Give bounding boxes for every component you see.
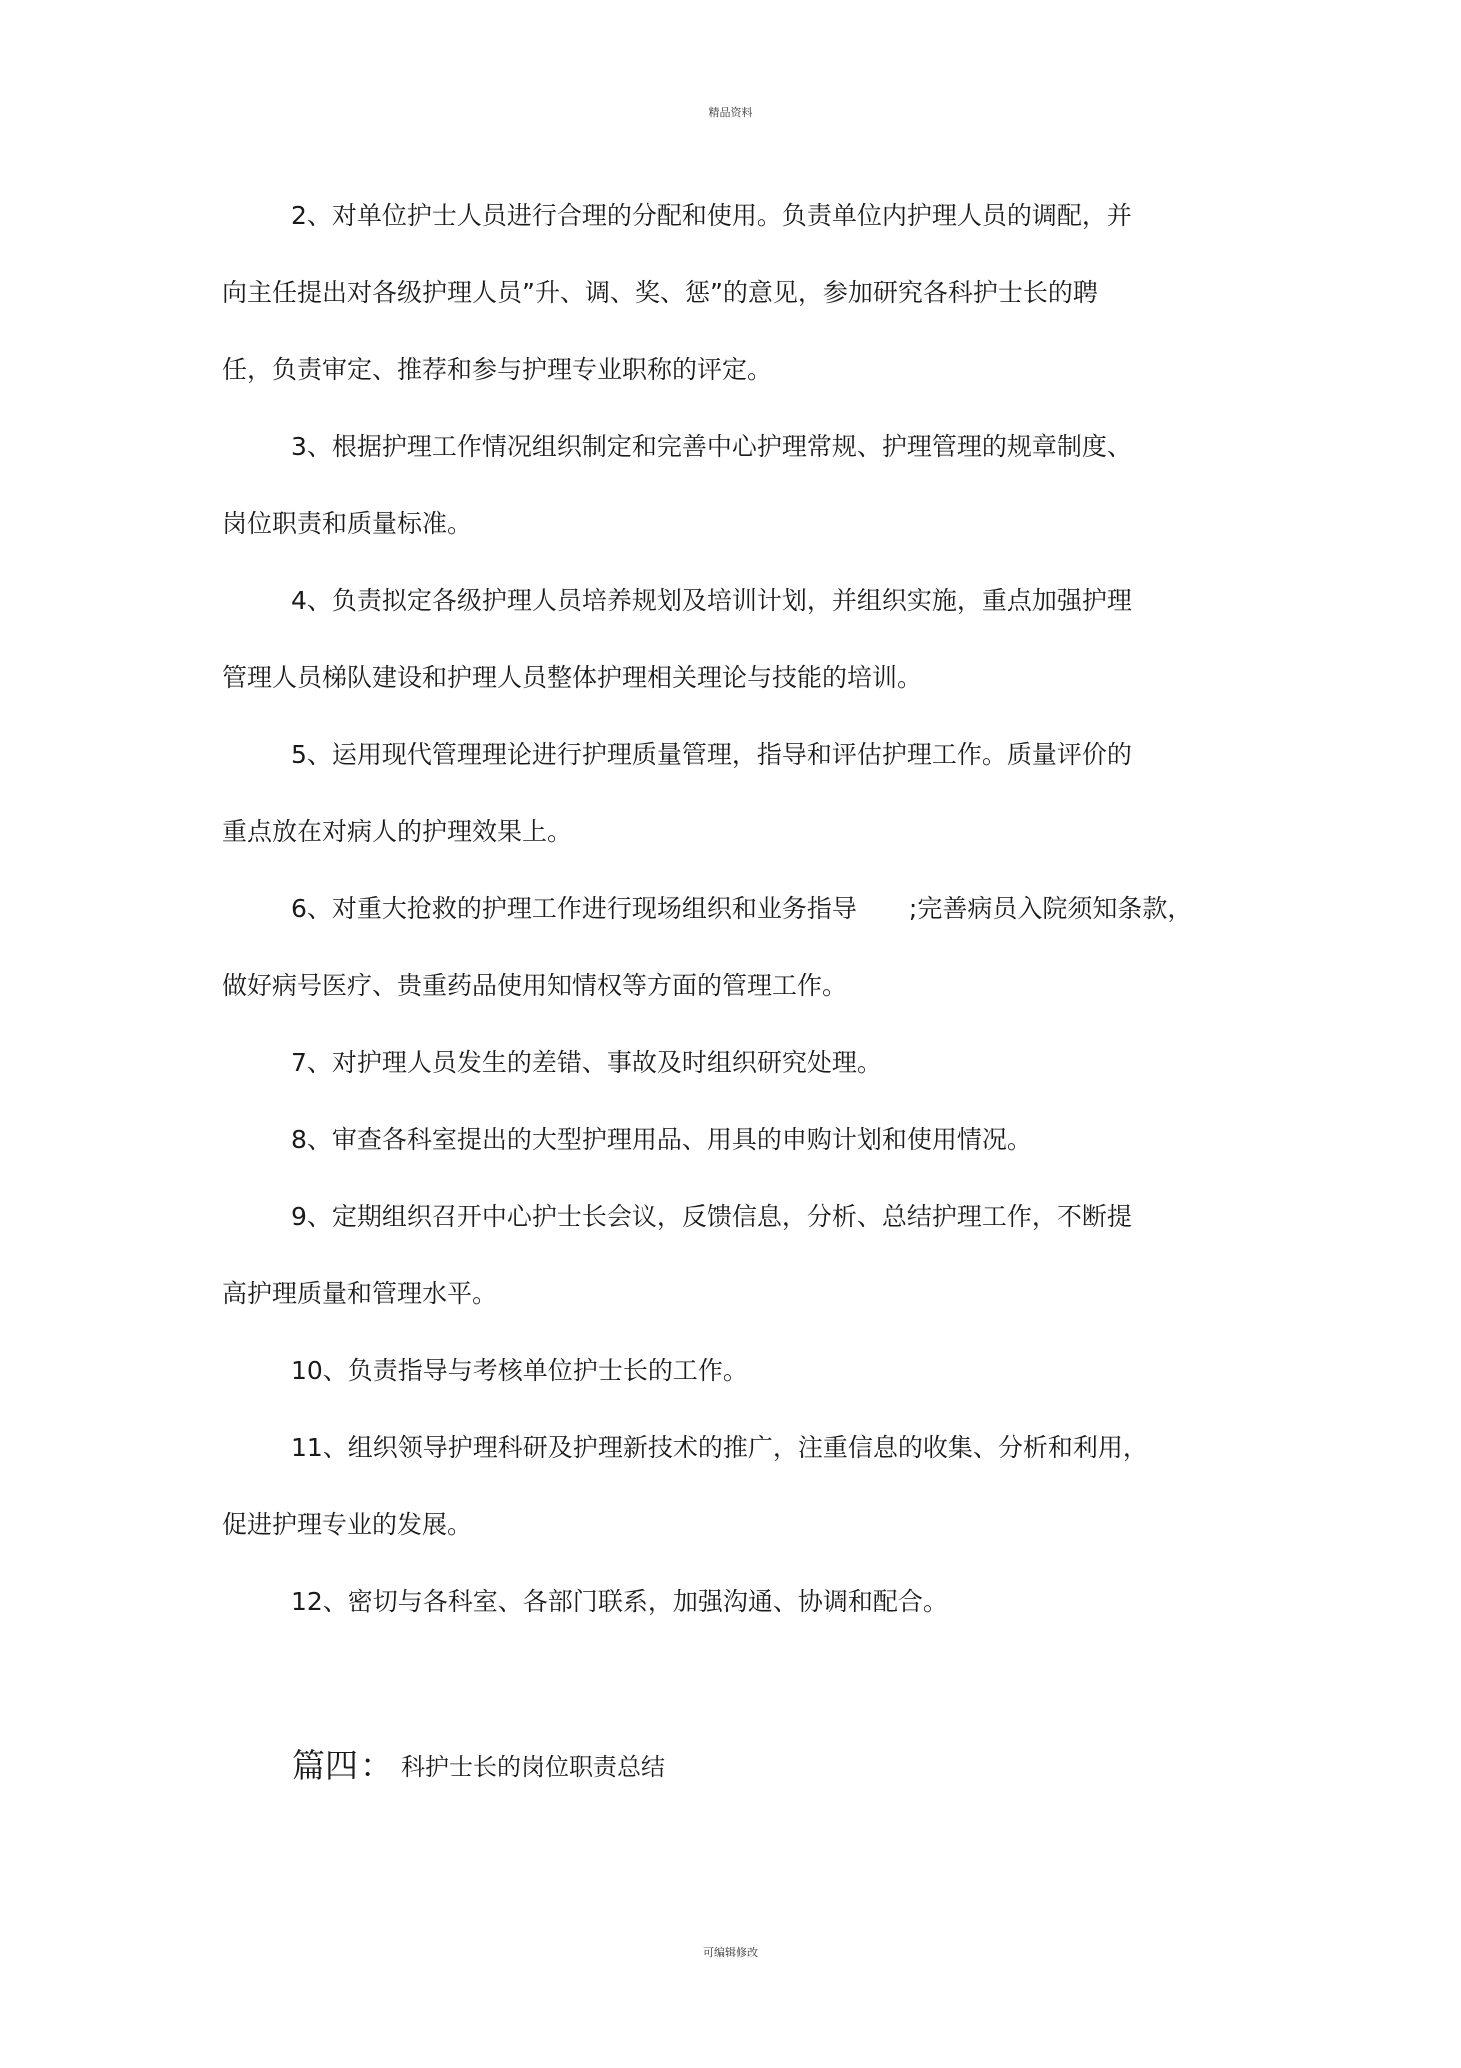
paragraph-6-line-1 <box>291 893 1192 925</box>
page-header: 精品资料 <box>708 106 753 119</box>
paragraph-3-line-1: 3、根据护理工作情况组织制定和完善中心护理常规、护理管理的规章制度、 <box>291 432 1132 461</box>
paragraph-2-line-2: 向主任提出对各级护理人员”升、调、奖、惩”的意见，参加研究各科护士长的聘 <box>222 278 1098 307</box>
paragraph-12-line-1: 12、密切与各科室、各部门联系，加强沟通、协调和配合。 <box>291 1587 948 1616</box>
paragraph-10-line-1: 10、负责指导与考核单位护士长的工作。 <box>291 1356 748 1385</box>
page-footer: 可编辑修改 <box>703 1946 758 1959</box>
paragraph-5-line-2: 重点放在对病人的护理效果上。 <box>222 817 573 846</box>
paragraph-11-line-2: 促进护理专业的发展。 <box>222 1510 473 1539</box>
paragraph-6-line-1-part-b: ;完善病员入院须知条款， <box>908 894 1193 923</box>
paragraph-5-line-1: 5、运用现代管理理论进行护理质量管理，指导和评估护理工作。质量评价的 <box>291 740 1132 769</box>
paragraph-2-line-1: 2、对单位护士人员进行合理的分配和使用。负责单位内护理人员的调配，并 <box>291 201 1132 230</box>
paragraph-6-line-1-part-a: 6、对重大抢救的护理工作进行现场组织和业务指导 <box>291 894 857 923</box>
paragraph-7-line-1: 7、对护理人员发生的差错、事故及时组织研究处理。 <box>291 1048 882 1077</box>
paragraph-11-line-1: 11、组织领导护理科研及护理新技术的推广，注重信息的收集、分析和利用， <box>291 1433 1148 1462</box>
paragraph-9-line-1: 9、定期组织召开中心护士长会议，反馈信息，分析、总结护理工作，不断提 <box>291 1202 1132 1231</box>
section-heading <box>292 1746 665 1787</box>
paragraph-4-line-1: 4、负责拟定各级护理人员培养规划及培训计划，并组织实施，重点加强护理 <box>291 586 1132 615</box>
paragraph-2-line-3: 任，负责审定、推荐和参与护理专业职称的评定。 <box>222 355 773 384</box>
paragraph-8-line-1: 8、审查各科室提出的大型护理用品、用具的申购计划和使用情况。 <box>291 1125 1032 1154</box>
section-label: 篇四 <box>292 1746 358 1785</box>
paragraph-4-line-2: 管理人员梯队建设和护理人员整体护理相关理论与技能的培训。 <box>222 663 923 692</box>
section-title: 科护士长的岗位职责总结 <box>401 1753 665 1781</box>
section-colon: ： <box>360 1746 393 1785</box>
paragraph-6-line-2: 做好病号医疗、贵重药品使用知情权等方面的管理工作。 <box>222 971 848 1000</box>
paragraph-9-line-2: 高护理质量和管理水平。 <box>222 1279 498 1308</box>
paragraph-3-line-2: 岗位职责和质量标准。 <box>222 509 473 538</box>
